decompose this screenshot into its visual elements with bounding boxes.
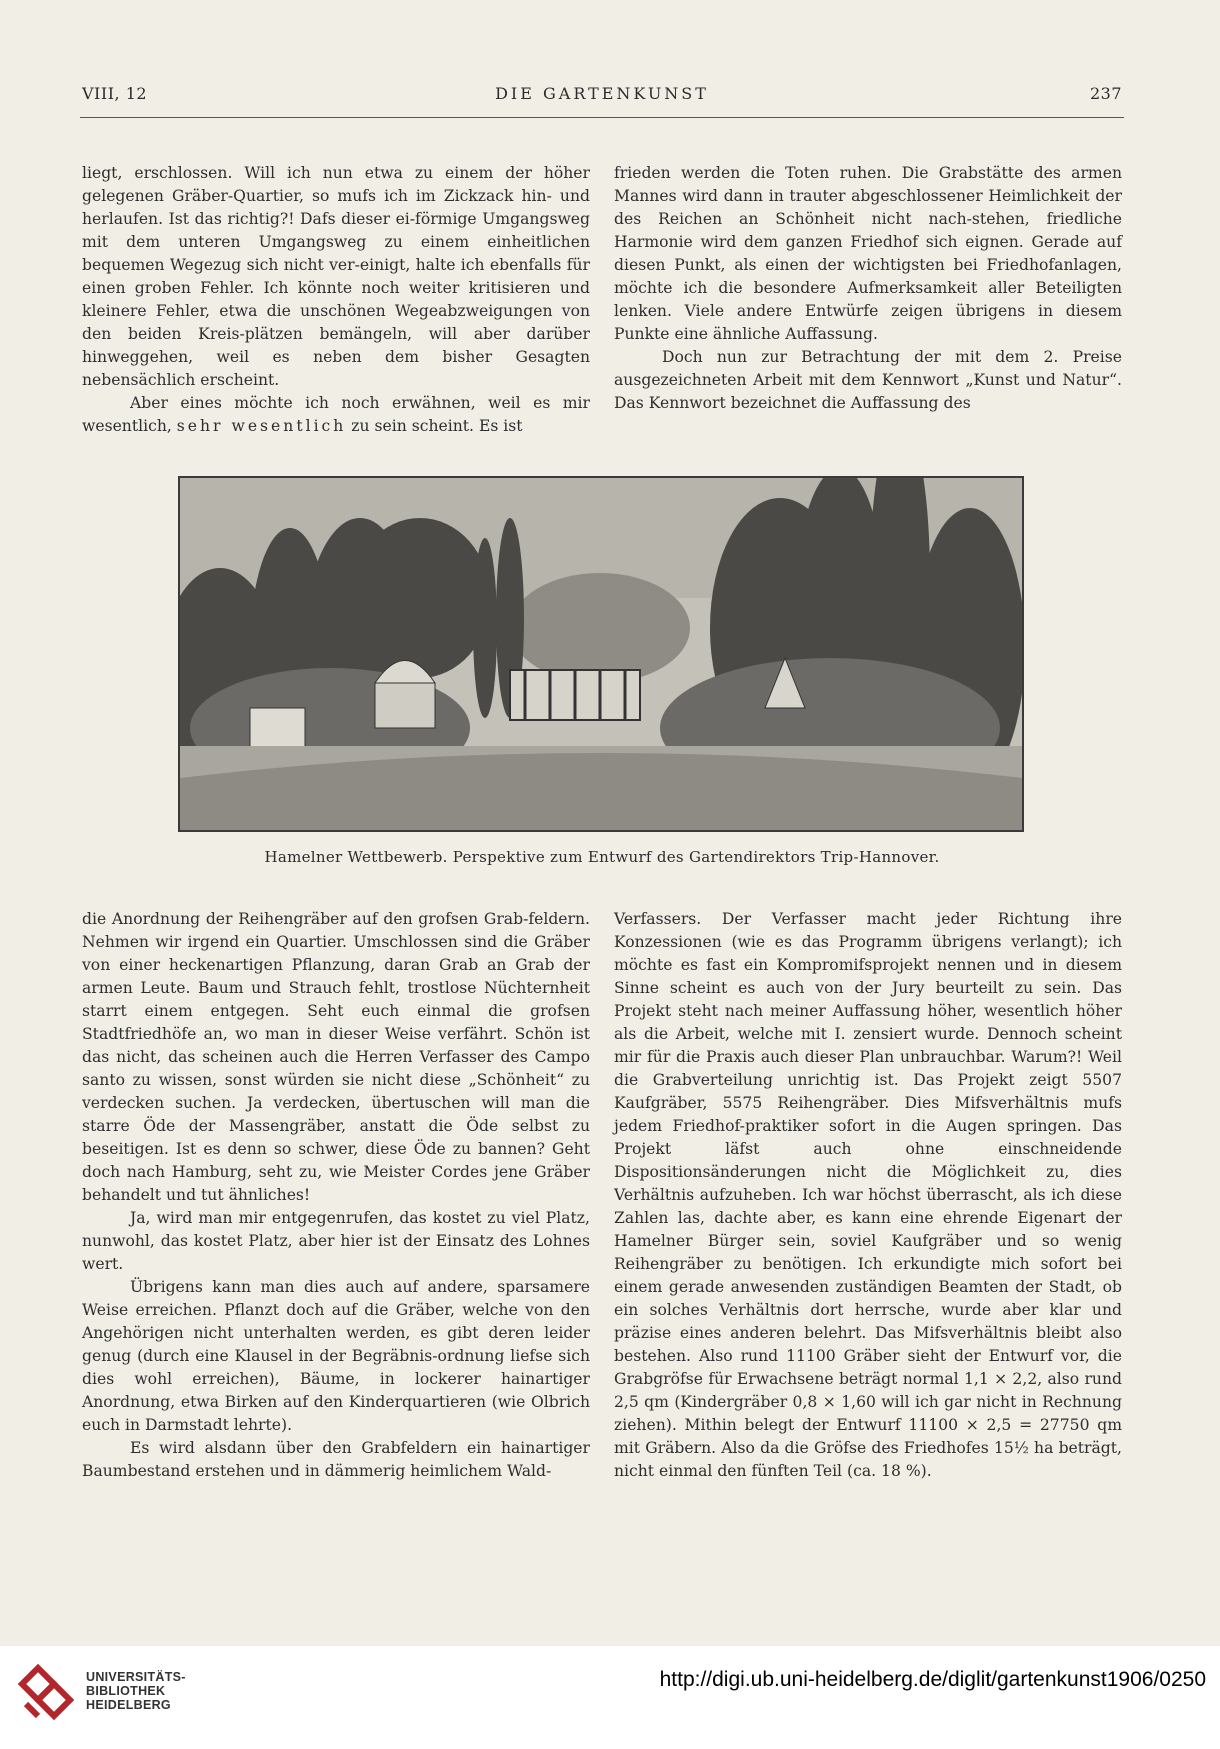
page-number: 237 [1089, 84, 1122, 103]
library-logo-icon [18, 1664, 74, 1720]
paragraph: Es wird alsdann über den Grabfeldern ein hainartiger Baumbestand erstehen und in dämmerig heimlichem Wald- [82, 1439, 590, 1480]
library-name: UNIVERSITÄTS- BIBLIOTHEK HEIDELBERG [86, 1670, 186, 1712]
figure-perspective-illustration [178, 476, 1024, 832]
running-head [82, 84, 1122, 108]
emphasis: sehr wesentlich [176, 417, 347, 435]
paragraph: Verfassers. Der Verfasser macht jeder Richtung ihre Konzessionen (wie es das Programm übrigens verlangt); ich möchte es fast ein Kompromifsprojekt nennen und in diesem Sinne scheint es auch von der Jury beurteilt zu sein. Das Projekt steht nach meiner Auffassung höher, wesentlich höher als die Arbeit, welche mit I. zensiert wurde. Dennoch scheint mir für die Praxis auch dieser Plan unbrauchbar. Warum?! Weil die Grabverteilung unrichtig ist. Das Projekt zeigt 5507 Kaufgräber, 5575 Reihengräber. Dies Mifsverhältnis mufs jedem Friedhof-praktiker sofort in die Augen springen. Das Projekt läfst auch ohne einschneidende Dispositionsänderungen nicht die Möglichkeit zu, dies Verhältnis aufzuheben. Ich war höchst überrascht, als ich diese Zahlen las, dachte aber, es kann eine ehrende Eigenart der Hamelner Bürger sein, soviel Kaufgräber und so wenig Reihengräber zu benötigen. Ich erkundigte mich sofort bei einem gerade anwesenden zuständigen Beamten der Stadt, ob ein solches Verhältnis dort herrsche, wurde aber klar und präzise eines anderen belehrt. Das Mifsverhältnis bleibt also bestehen. Also rund 11100 Gräber sieht der Entwurf vor, die Grabgröfse für Erwachsene beträgt normal 1,1 × 2,2, also rund 2,5 qm (Kindergräber 0,8 × 1,60 will ich gar nicht in Rechnung ziehen). Mithin belegt der Entwurf 11100 × 2,5 = 27750 qm mit Gräbern. Also da die Gröfse des Friedhofes 15½ ha beträgt, nicht einmal den fünften Teil (ca. 18 %). [614, 910, 1122, 1480]
permalink[interactable]: http://digi.ub.uni-heidelberg.de/diglit/gartenkunst1906/0250 [659, 1668, 1206, 1691]
figure-caption: Hamelner Wettbewerb. Perspektive zum Entwurf des Gartendirektors Trip-Hannover. [264, 848, 940, 866]
journal-title: DIE GARTENKUNST [495, 84, 709, 103]
volume-issue: VIII, 12 [82, 84, 148, 103]
bottom-left-column [82, 908, 590, 1483]
paragraph: liegt, erschlossen. Will ich nun etwa zu einem der höher gelegenen Gräber-Quartier, so mufs ich im Zickzack hin- und herlaufen. Ist das richtig?! Dafs dieser ei-förmige Umgangsweg mit dem unteren Umgangsweg zu einem einheitlichen bequemen Wegezug sich nicht ver-einigt, halte ich ebenfalls für einen groben Fehler. Ich könnte noch weiter kritisieren und kleinere Fehler, etwa die unschönen Wegeabzweigungen von den beiden Kreis-plätzen bemängeln, will aber darüber hinweggehen, weil es neben dem bisher Gesagten nebensächlich erscheint. [82, 164, 590, 389]
header-rule [80, 117, 1124, 118]
top-right-column [614, 162, 1122, 415]
top-left-column [82, 162, 590, 438]
paragraph: Doch nun zur Betrachtung der mit dem 2. Preise ausgezeichneten Arbeit mit dem Kennwort „Kunst und Natur“. Das Kennwort bezeichnet die Auffassung des [614, 348, 1122, 412]
paragraph: Übrigens kann man dies auch auf andere, sparsamere Weise erreichen. Pflanzt doch auf die Gräber, welche von den Angehörigen nicht unterhalten werden, es gibt deren leider genug (durch eine Klausel in der Begräbnis-ordnung liefse sich dies wohl erreichen), Bäume, in lockerer hainartiger Anordnung, etwa Birken auf den Kinderquartieren (wie Olbrich euch in Darmstadt lehrte). [82, 1278, 590, 1434]
paragraph: frieden werden die Toten ruhen. Die Grabstätte des armen Mannes wird dann in trauter abgeschlossener Heimlichkeit der des Reichen an Schönheit nicht nach-stehen, friedliche Harmonie wird dem ganzen Friedhof sich eignen. Gerade auf diesen Punkt, als einen der wichtigsten bei Friedhofanlagen, möchte ich die besondere Aufmerksamkeit aller Beteiligten lenken. Viele andere Entwürfe zeigen übrigens in diesem Punkte eine ähnliche Auffassung. [614, 164, 1122, 343]
paragraph: Aber eines möchte ich noch erwähnen, weil es mir wesentlich, sehr wesentlich zu sein scheint. Es ist [82, 394, 590, 435]
paragraph: Ja, wird man mir entgegenrufen, das kostet zu viel Platz, nunwohl, das kostet Platz, aber hier ist der Einsatz des Lohnes wert. [82, 1209, 590, 1273]
paragraph: die Anordnung der Reihengräber auf den grofsen Grab-feldern. Nehmen wir irgend ein Quartier. Umschlossen sind die Gräber von einer heckenartigen Pflanzung, daran Grab an Grab der armen Leute. Baum und Strauch fehlt, trostlose Nüchternheit starrt einem entgegen. Seht euch einmal die grofsen Stadtfriedhöfe an, wo man in dieser Weise verfährt. Schön ist das nicht, das scheinen auch die Herren Verfasser des Campo santo zu wissen, sonst würden sie nicht diese „Schönheit“ zu verdecken suchen. Ja verdecken, übertuschen will man die starre Öde der Massengräber, anstatt die Öde selbst zu beseitigen. Ist es denn so schwer, diese Öde zu bannen? Geht doch nach Hamburg, seht zu, wie Meister Cordes jene Gräber behandelt und tut ähnliches! [82, 910, 590, 1204]
bottom-right-column [614, 908, 1122, 1483]
garden-perspective-drawing [180, 478, 1022, 830]
